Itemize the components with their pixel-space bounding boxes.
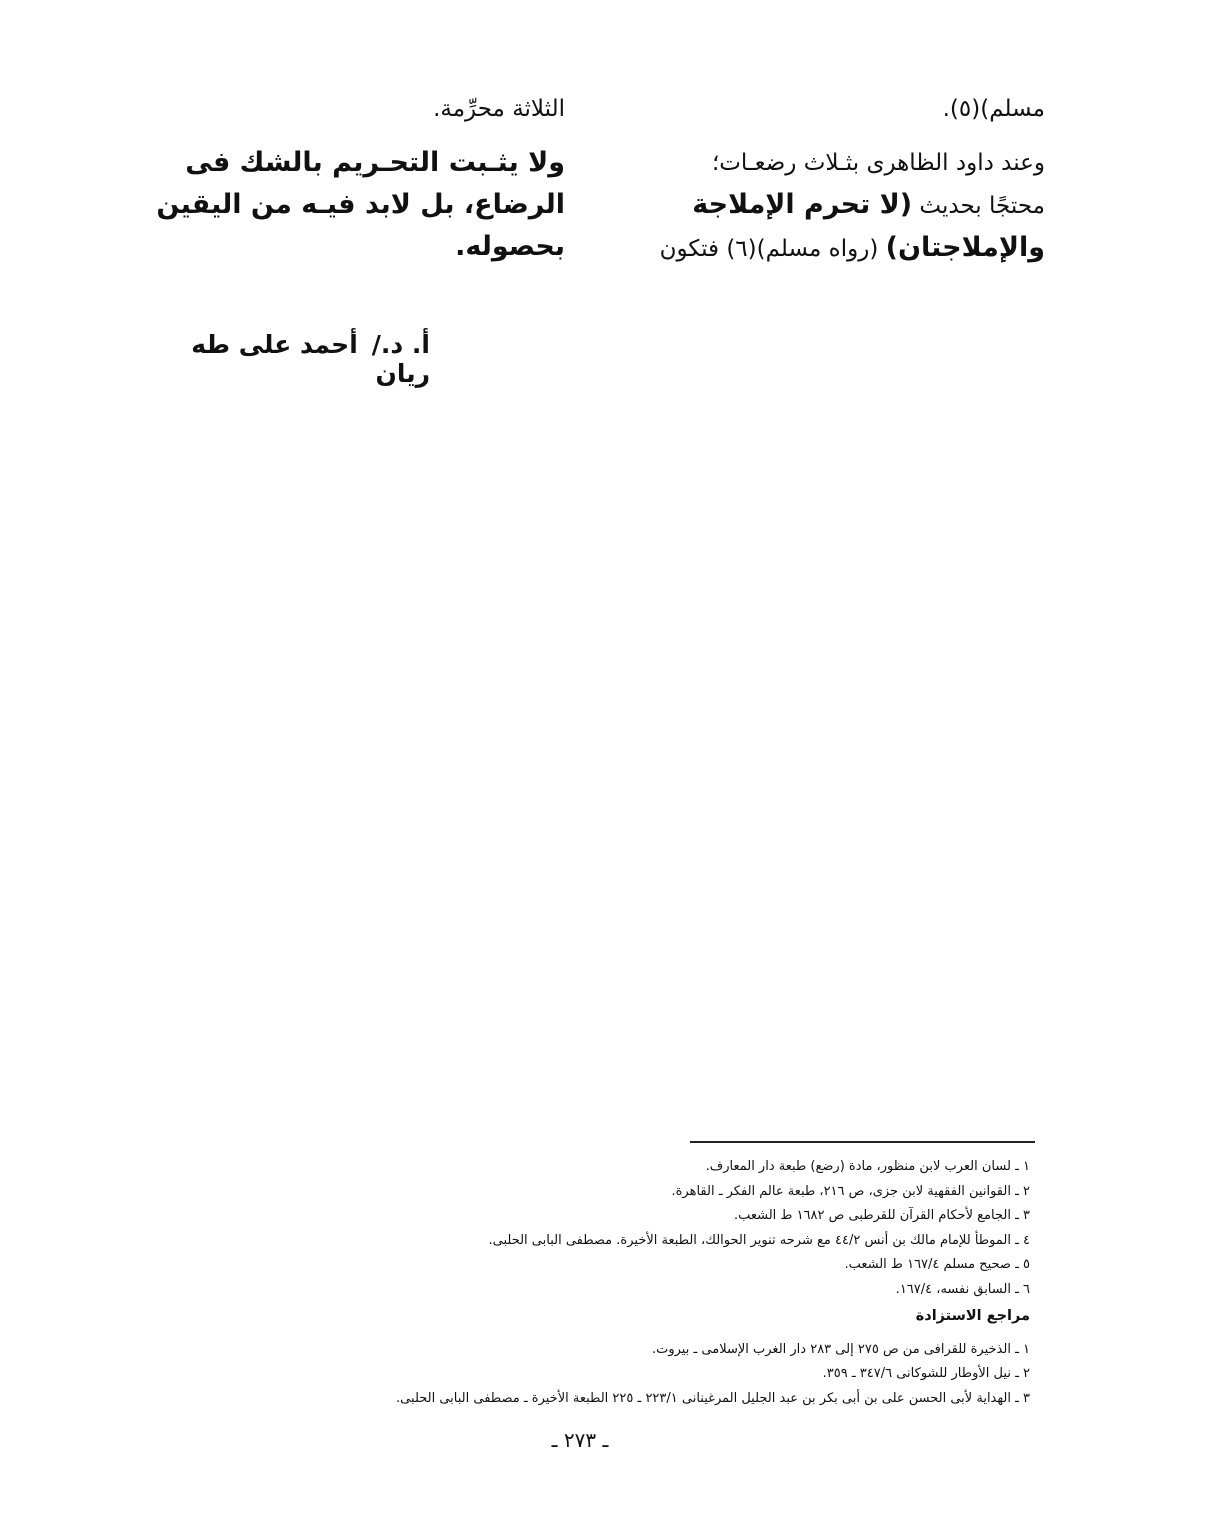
reference-2: ٢ ـ نيل الأوطار للشوكانى ٣٤٧/٦ ـ ٣٥٩. [822, 1366, 1030, 1381]
footnote-4: ٤ ـ الموطأ للإمام مالك بن أنس ٤٤/٢ مع شرحه تنوير الحوالك، الطبعة الأخيرة. مصطفى البابى الحلبى. [488, 1232, 1030, 1248]
right-line-2: وعند داود الظاهرى بثـلاث رضعـات؛ [711, 150, 1045, 176]
footnote-separator [690, 1141, 1035, 1143]
references-heading: مراجع الاستزادة [915, 1308, 1030, 1324]
footnote-6: ٦ ـ السابق نفسه، ١٦٧/٤. [895, 1281, 1030, 1297]
footnote-5: ٥ ـ صحيح مسلم ١٦٧/٤ ط الشعب. [844, 1257, 1030, 1272]
left-line-1: الثلاثة محرِّمة. [433, 96, 565, 122]
author-name: أحمد على طه ريان [191, 330, 430, 388]
author-title: أ. د./ [371, 330, 430, 359]
right-line-4 [600, 234, 1045, 263]
reference-1: ١ ـ الذخيرة للقرافى من ص ٢٧٥ إلى ٢٨٣ دار الغرب الإسلامى ـ بيروت. [651, 1341, 1030, 1357]
reference-3: ٣ ـ الهداية لأبى الحسن على بن أبى بكر بن عبد الجليل المرغينانى ٢٢٣/١ ـ ٢٢٥ الطبعة الأخيرة ـ مصطفى البابى الحلبى. [396, 1390, 1030, 1406]
footnote-1: ١ ـ لسان العرب لابن منظور، مادة (رضع) طبعة دار المعارف. [705, 1159, 1030, 1174]
left-line-2: ولا يثـبت التحـريم بالشك فى [185, 147, 565, 178]
author-signature [130, 330, 430, 388]
right-line-4-bold: والإملاجتان) [885, 232, 1045, 263]
references-list [260, 1338, 1030, 1412]
right-line-3-plain: محتجًا بحديث [919, 193, 1045, 219]
right-line-3-bold: (لا تحرم الإملاجة [692, 189, 913, 220]
left-line-4: بحصوله. [455, 231, 565, 262]
page-number: ـ ٢٧٣ ـ [551, 1428, 609, 1452]
right-line-4-plain: (رواه مسلم)(٦) فتكون [659, 236, 879, 262]
right-column [600, 95, 1045, 263]
left-line-3: الرضاع، بل لابد فيـه من اليقين [156, 189, 565, 220]
left-column [130, 95, 565, 261]
footnotes-section [260, 1155, 1030, 1411]
footnote-2: ٢ ـ القوانين الفقهية لابن جزى، ص ٢١٦، طبعة عالم الفكر ـ القاهرة. [671, 1183, 1030, 1199]
right-line-1: مسلم)(٥). [942, 96, 1045, 122]
footnote-3: ٣ ـ الجامع لأحكام القرآن للقرطبى ص ١٦٨٢ ط الشعب. [733, 1208, 1030, 1223]
right-line-3 [600, 191, 1045, 220]
